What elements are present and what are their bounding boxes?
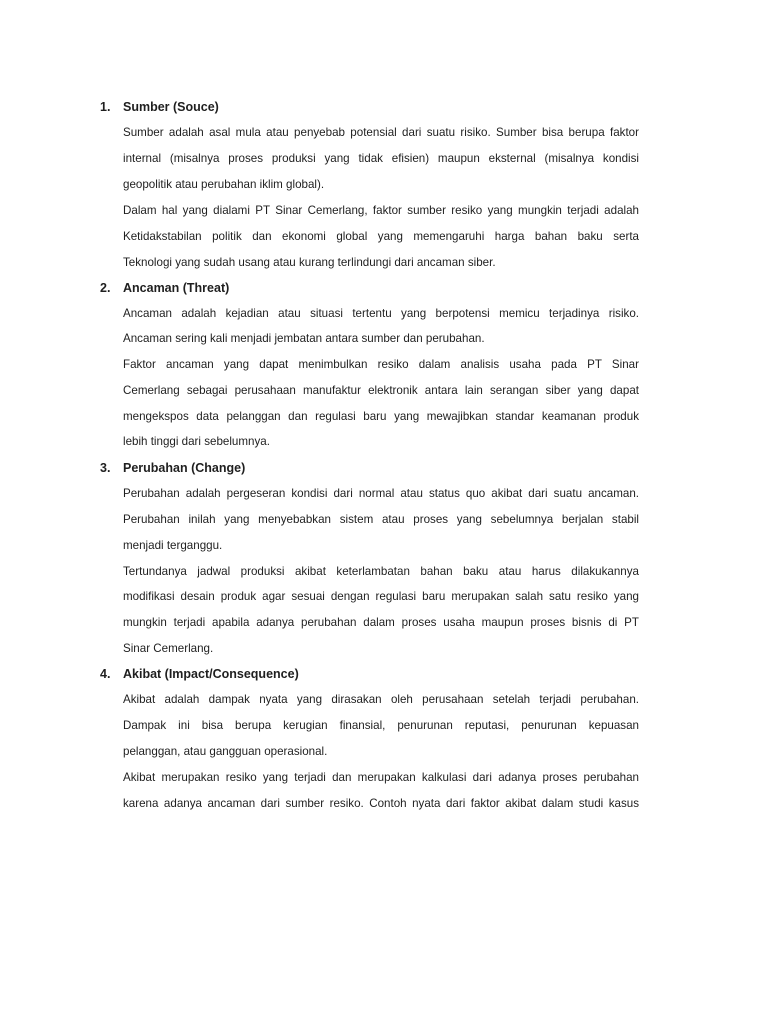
section-2-line-3: Faktor ancaman yang dapat menimbulkan resiko dalam analisis usaha pada PT Sinar (123, 358, 639, 371)
section-1-heading (100, 99, 219, 115)
section-4-number: 4. (100, 667, 111, 681)
section-4-heading (100, 666, 299, 682)
section-2-line-1: Ancaman adalah kejadian atau situasi tertentu yang berpotensi memicu terjadinya risiko. (123, 307, 639, 320)
section-4-line-2: Dampak ini bisa berupa kerugian finansial, penurunan reputasi, penurunan kepuasan (123, 719, 639, 732)
section-3-line-2: Perubahan inilah yang menyebabkan sistem atau proses yang sebelumnya berjalan stabil (123, 513, 639, 526)
section-2-line-4: Cemerlang sebagai perusahaan manufaktur elektronik antara lain serangan siber yang dapat (123, 384, 639, 397)
section-3-heading (100, 460, 245, 476)
section-3-line-6: mungkin terjadi apabila adanya perubahan dalam proses usaha maupun proses bisnis di PT (123, 616, 639, 629)
section-2-line-2: Ancaman sering kali menjadi jembatan antara sumber dan perubahan. (123, 332, 485, 345)
section-1-line-5: Ketidakstabilan politik dan ekonomi global yang memengaruhi harga bahan baku serta (123, 230, 639, 243)
section-3-number: 3. (100, 461, 111, 475)
section-3-line-5: modifikasi desain produk agar sesuai dengan regulasi baru merupakan salah satu resiko yang (123, 590, 639, 603)
section-4-line-3: pelanggan, atau gangguan operasional. (123, 745, 328, 758)
section-3-line-1: Perubahan adalah pergeseran kondisi dari normal atau status quo akibat dari suatu ancaman. (123, 487, 639, 500)
section-4-line-5: karena adanya ancaman dari sumber resiko. Contoh nyata dari faktor akibat dalam studi kasus (123, 797, 639, 810)
section-3-line-7: Sinar Cemerlang. (123, 642, 214, 655)
section-1-line-4: Dalam hal yang dialami PT Sinar Cemerlang, faktor sumber resiko yang mungkin terjadi adalah (123, 204, 639, 217)
section-4-title: Akibat (Impact/Consequence) (123, 667, 299, 681)
section-2-heading (100, 280, 229, 296)
section-2-title: Ancaman (Threat) (123, 281, 230, 295)
section-1-title: Sumber (Souce) (123, 100, 219, 114)
section-1-line-3: geopolitik atau perubahan iklim global). (123, 178, 325, 191)
section-4-line-1: Akibat adalah dampak nyata yang dirasakan oleh perusahaan setelah terjadi perubahan. (123, 693, 639, 706)
section-4-line-4: Akibat merupakan resiko yang terjadi dan merupakan kalkulasi dari adanya proses perubahan (123, 771, 639, 784)
section-3-line-4: Tertundanya jadwal produksi akibat keterlambatan bahan baku atau harus dilakukannya (123, 565, 639, 578)
section-1-number: 1. (100, 100, 111, 114)
section-3-line-3: menjadi terganggu. (123, 539, 223, 552)
section-2-line-6: lebih tinggi dari sebelumnya. (123, 435, 270, 448)
section-2-number: 2. (100, 281, 111, 295)
section-1-line-6: Teknologi yang sudah usang atau kurang terlindungi dari ancaman siber. (123, 256, 496, 269)
section-1-line-2: internal (misalnya proses produksi yang tidak efisien) maupun eksternal (misalnya kondisi (123, 152, 639, 165)
section-2-line-5: mengekspos data pelanggan dan regulasi baru yang mewajibkan standar keamanan produk (123, 410, 639, 423)
section-1-line-1: Sumber adalah asal mula atau penyebab potensial dari suatu risiko. Sumber bisa berupa faktor (123, 126, 639, 139)
section-3-title: Perubahan (Change) (123, 461, 246, 475)
